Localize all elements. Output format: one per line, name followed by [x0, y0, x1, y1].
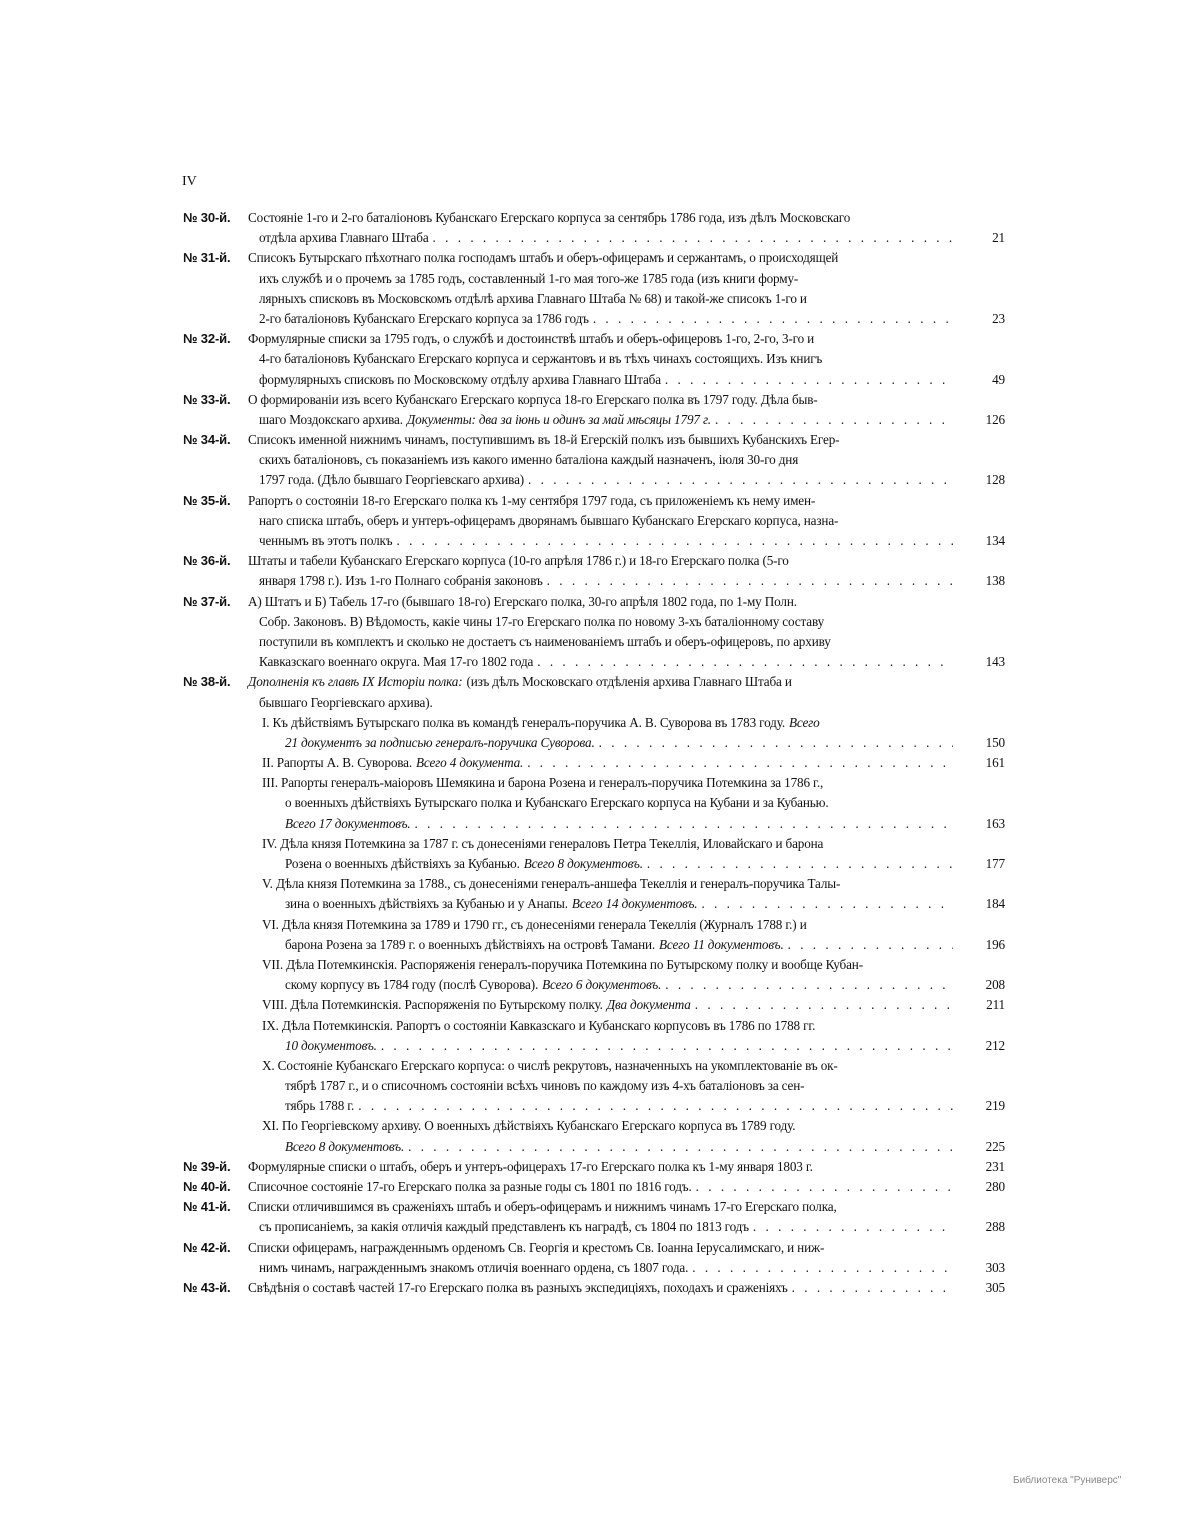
- entry-text: [262, 1016, 953, 1036]
- toc-line: [183, 995, 1013, 1015]
- toc-line: [183, 874, 1013, 894]
- toc-line: [183, 1258, 1013, 1278]
- toc-entry: [183, 874, 1013, 914]
- toc-entry: [183, 390, 1013, 430]
- entry-title: скихъ баталiоновъ, съ показанiемъ изъ какого именно баталiона каждый назначенъ, iюля 30-го дня: [259, 452, 799, 468]
- table-of-contents: [183, 208, 1013, 1298]
- toc-line: [183, 511, 1013, 531]
- entry-text: [259, 632, 953, 652]
- entry-text: [259, 511, 953, 531]
- entry-text: [285, 1076, 953, 1096]
- toc-line: [183, 1217, 1013, 1237]
- toc-line: [183, 935, 1013, 955]
- toc-line: [183, 491, 1013, 511]
- page-ref: 128: [985, 472, 1005, 488]
- entry-title: Рапортъ о состоянiи 18-го Егерскаго полка къ 1-му сентября 1797 года, съ приложенiемъ къ нему имен-: [248, 492, 816, 508]
- entry-text: [259, 269, 953, 289]
- entry-italic-note: Всего: [789, 714, 820, 730]
- dot-leader: [695, 995, 953, 1015]
- page-ref: 21: [992, 230, 1005, 246]
- page-ref: 208: [985, 977, 1005, 993]
- entry-text: [259, 349, 953, 369]
- entry-title: о военныхъ дѣйствiяхъ Бутырскаго полка и Кубанскаго Егерскаго корпуса на Кубани и за Кубанью.: [285, 795, 829, 811]
- entry-title: Розена о военныхъ дѣйствiяхъ за Кубанью.: [285, 856, 520, 871]
- entry-text: [259, 571, 953, 591]
- toc-line: [183, 672, 1013, 692]
- toc-entry: [183, 1197, 1013, 1237]
- entry-title: нимъ чинамъ, награжденнымъ знакомъ отличiя военнаго ордена, съ 1807 года.: [259, 1259, 689, 1275]
- entry-title: V. Дѣла князя Потемкина за 1788., съ донесенiями генералъ-аншефа Текеллiя и генералъ-поручика Талы-: [262, 876, 841, 892]
- toc-line: [183, 349, 1013, 369]
- entry-number: № 43-й.: [183, 1279, 231, 1295]
- toc-line: [183, 390, 1013, 410]
- dot-leader: [665, 975, 953, 995]
- toc-line: [183, 793, 1013, 813]
- toc-entry: [183, 672, 1013, 712]
- entry-number: № 37-й.: [183, 593, 231, 609]
- entry-text: [248, 248, 953, 268]
- entry-title: VII. Дѣла Потемкинскiя. Распоряженiя генералъ-поручика Потемкина по Бутырскому полку и вообще Кубан-: [262, 956, 863, 972]
- dot-leader: [701, 894, 953, 914]
- dot-leader: [696, 1177, 953, 1197]
- entry-italic-note: Документы: два за iюнь и одинъ за май мѣсяцы 1797 г.: [406, 411, 711, 427]
- page-ref: 161: [985, 755, 1005, 771]
- entry-italic-note: Всего 4 документа.: [416, 755, 524, 771]
- toc-line: [183, 1197, 1013, 1217]
- entry-title: отдѣла архива Главнаго Штаба: [259, 230, 429, 246]
- toc-entry: [183, 329, 1013, 390]
- page-ref: 305: [985, 1279, 1005, 1295]
- entry-title: ченнымъ въ этотъ полкъ: [259, 533, 393, 548]
- page-ref: 126: [985, 411, 1005, 427]
- toc-line: [183, 1238, 1013, 1258]
- dot-leader: [647, 854, 953, 874]
- toc-entry: [183, 773, 1013, 834]
- entry-text: [285, 1096, 953, 1116]
- entry-text: [248, 1278, 953, 1298]
- toc-entry: [183, 248, 1013, 329]
- toc-entry: [183, 1116, 1013, 1156]
- entry-title: 1797 года. (Дѣло бывшаго Георгiевскаго архива): [259, 472, 525, 488]
- entry-text: [248, 208, 953, 228]
- entry-title: IV. Дѣла князя Потемкина за 1787 г. съ донесенiями генераловъ Петра Текеллiя, Иловайскаго и барона: [262, 835, 824, 851]
- page-ref: 303: [985, 1259, 1005, 1275]
- entry-text: [259, 1217, 953, 1237]
- dot-leader: [537, 652, 953, 672]
- entry-text: [285, 733, 953, 753]
- entry-title: Собр. Законовъ. В) Вѣдомость, какiе чины 17-го Егерскаго полка по новому 3-хъ баталiонному составу: [259, 613, 825, 629]
- entry-text: [262, 995, 953, 1015]
- page-ref: 196: [985, 936, 1005, 952]
- entry-title-cont: (изъ дѣлъ Московскаго отдѣленiя архива Главнаго Штаба и: [466, 674, 792, 690]
- entry-title: Формулярные списки о штабъ, оберъ и унтеръ-офицерахъ 17-го Егерскаго полка къ 1-му января 1803 г.: [248, 1158, 813, 1174]
- dot-leader: [593, 309, 953, 329]
- toc-line: [183, 248, 1013, 268]
- dot-leader: [715, 410, 953, 430]
- toc-entry: [183, 753, 1013, 773]
- toc-line: [183, 975, 1013, 995]
- entry-title: IX. Дѣла Потемкинскiя. Рапортъ о состоянiи Кавказскаго и Кубанскаго корпусовъ въ 1786 по 1788 гг.: [262, 1017, 816, 1033]
- entry-italic-note: Всего 6 документовъ.: [542, 977, 662, 993]
- entry-title: Штаты и табели Кубанскаго Егерскаго корпуса (10-го апрѣля 1786 г.) и 18-го Егерскаго полка (5-го: [248, 553, 789, 569]
- entry-title: VI. Дѣла князя Потемкина за 1789 и 1790 гг., съ донесенiями генерала Текеллiя (Журналъ 1788 г.) и: [262, 916, 807, 932]
- toc-line: [183, 370, 1013, 390]
- toc-line: [183, 1056, 1013, 1076]
- page-ref: 150: [985, 734, 1005, 750]
- entry-title: бывшаго Георгiевскаго архива).: [259, 694, 433, 710]
- entry-text: [248, 430, 953, 450]
- page-ref: 163: [985, 815, 1005, 831]
- toc-entry: [183, 430, 1013, 491]
- entry-title: Списокъ Бутырскаго пѣхотнаго полка господамъ штабъ и оберъ-офицерамъ и сержантамъ, о происходящей: [248, 250, 839, 266]
- page-ref: 143: [985, 654, 1005, 670]
- toc-line: [183, 1016, 1013, 1036]
- entry-number: № 30-й.: [183, 210, 231, 225]
- toc-line: [183, 1157, 1013, 1177]
- dot-leader: [788, 935, 953, 955]
- entry-italic-note: Всего 17 документовъ.: [285, 815, 411, 831]
- entry-title: Списокъ именной нижнимъ чинамъ, поступившимъ въ 18-й Егерскiй полкъ изъ бывшихъ Кубанскихъ Егер-: [248, 432, 840, 448]
- toc-line: [183, 955, 1013, 975]
- entry-title: А) Штатъ и Б) Табель 17-го (бывшаго 18-го) Егерскаго полка, 30-го апрѣля 1802 года, по 1-му Полн.: [248, 593, 797, 609]
- toc-line: [183, 208, 1013, 228]
- toc-line: [183, 733, 1013, 753]
- dot-leader: [415, 814, 953, 834]
- toc-entry: [183, 1016, 1013, 1056]
- toc-line: [183, 450, 1013, 470]
- entry-italic-note: Всего 11 документовъ.: [659, 936, 784, 952]
- toc-line: [183, 652, 1013, 672]
- page-ref: 134: [985, 533, 1005, 548]
- entry-title: съ прописанiемъ, за какiя отличiя каждый представленъ къ наградѣ, съ 1804 по 1813 годъ: [259, 1219, 749, 1235]
- entry-title: Формулярные списки за 1795 годъ, о службѣ и достоинствѣ штабъ и оберъ-офицеровъ 1-го, 2-го, 3-го и: [248, 331, 815, 347]
- entry-number: № 39-й.: [183, 1158, 231, 1174]
- entry-text: [248, 1197, 953, 1217]
- entry-text: [262, 834, 953, 854]
- entry-text: [248, 491, 953, 511]
- toc-line: [183, 814, 1013, 834]
- toc-line: [183, 753, 1013, 773]
- entry-number: № 31-й.: [183, 250, 231, 266]
- page-ref: 231: [985, 1158, 1005, 1174]
- entry-title: О формированiи изъ всего Кубанскаго Егерскаго корпуса 18-го Егерскаго полка въ 1797 году. Дѣла быв-: [248, 391, 818, 407]
- entry-title: ихъ службѣ и о прочемъ за 1785 годъ, составленный 1-го мая того-же 1785 года (изъ книги форму-: [259, 270, 799, 286]
- entry-text: [262, 753, 953, 773]
- entry-text: [248, 1177, 953, 1197]
- entry-text: [259, 309, 953, 329]
- entry-number: № 36-й.: [183, 553, 231, 569]
- entry-text: [248, 390, 953, 410]
- page-ref: 280: [985, 1179, 1005, 1194]
- entry-text: [259, 652, 953, 672]
- entry-text: [262, 955, 953, 975]
- entry-title: формулярныхъ списковъ по Московскому отдѣлу архива Главнаго Штаба: [259, 371, 661, 387]
- toc-line: [183, 1278, 1013, 1298]
- page-ref: 225: [985, 1138, 1005, 1154]
- toc-line: [183, 430, 1013, 450]
- entry-text: [262, 1056, 953, 1076]
- toc-line: [183, 612, 1013, 632]
- toc-line: [183, 410, 1013, 430]
- entry-text: [259, 370, 953, 390]
- entry-number: № 38-й.: [183, 674, 231, 690]
- dot-leader: [408, 1137, 953, 1157]
- entry-text: [262, 713, 953, 733]
- toc-entry: [183, 995, 1013, 1015]
- page-ref: 184: [985, 896, 1005, 912]
- toc-line: [183, 228, 1013, 248]
- entry-title: тябрь 1788 г.: [285, 1098, 355, 1114]
- entry-title: X. Состоянiе Кубанскаго Егерскаго корпуса: о числѣ рекрутовъ, назначенныхъ на укомплектованiе въ ок-: [262, 1057, 838, 1073]
- entry-text: [259, 450, 953, 470]
- entry-title: II. Рапорты А. В. Суворова.: [262, 755, 413, 771]
- entry-text: [248, 592, 953, 612]
- dot-leader: [433, 228, 953, 248]
- entry-title: Списки офицерамъ, награжденнымъ орденомъ Св. Георгiя и крестомъ Св. Iоанна Iерусалимскаго, и ниж-: [248, 1239, 825, 1255]
- toc-line: [183, 1177, 1013, 1197]
- entry-text: [285, 894, 953, 914]
- entry-text: [262, 1116, 953, 1136]
- entry-title: XI. По Георгiевскому архиву. О военныхъ дѣйствiяхъ Кубанскаго Егерскаго корпуса въ 1789 году.: [262, 1118, 796, 1134]
- toc-line: [183, 592, 1013, 612]
- entry-number: № 32-й.: [183, 331, 231, 347]
- entry-text: [259, 693, 953, 713]
- entry-title: Состоянiе 1-го и 2-го баталiоновъ Кубанскаго Егерскаго корпуса за сентябрь 1786 года, изъ дѣлъ Московскаго: [248, 210, 851, 225]
- entry-text: [248, 1238, 953, 1258]
- entry-title: I. Къ дѣйствiямъ Бутырскаго полка въ командѣ генералъ-поручика А. В. Суворова въ 1783 году.: [262, 714, 786, 730]
- toc-line: [183, 1036, 1013, 1056]
- toc-line: [183, 693, 1013, 713]
- toc-entry: [183, 208, 1013, 248]
- dot-leader: [665, 370, 953, 390]
- toc-line: [183, 632, 1013, 652]
- entry-text: [259, 1258, 953, 1278]
- entry-italic-note: Всего 8 документовъ.: [523, 856, 643, 871]
- entry-number: № 41-й.: [183, 1199, 231, 1215]
- entry-text: [259, 228, 953, 248]
- entry-title: лярныхъ списковъ въ Московскомъ отдѣлѣ архива Главнаго Штаба № 68) и такой-же списокъ 1-го и: [259, 290, 807, 306]
- dot-leader: [358, 1096, 953, 1116]
- entry-title: зина о военныхъ дѣйствiяхъ за Кубанью и у Анапы.: [285, 896, 568, 912]
- toc-entry: [183, 955, 1013, 995]
- entry-italic-note: 10 документовъ.: [285, 1037, 377, 1053]
- dot-leader: [528, 470, 953, 490]
- toc-line: [183, 551, 1013, 571]
- library-watermark: Библиотека "Руниверс": [1013, 1475, 1122, 1486]
- toc-entry: [183, 1056, 1013, 1117]
- entry-text: [262, 874, 953, 894]
- dot-leader: [599, 733, 953, 753]
- entry-text: [285, 1036, 953, 1056]
- entry-number: № 35-й.: [183, 492, 231, 508]
- entry-text: [285, 793, 953, 813]
- entry-text: [259, 531, 953, 551]
- toc-line: [183, 773, 1013, 793]
- entry-title: шаго Моздокскаго архива.: [259, 411, 403, 427]
- page-ref: 49: [992, 371, 1005, 387]
- toc-line: [183, 713, 1013, 733]
- toc-line: [183, 854, 1013, 874]
- entry-text: [285, 1137, 953, 1157]
- entry-title: наго списка штабъ, оберъ и унтеръ-офицерамъ дворянамъ бывшаго Кубанскаго Егерскаго корпуса, назна-: [259, 512, 839, 528]
- page-ref: 177: [985, 856, 1005, 871]
- entry-title: Списочное состоянiе 17-го Егерскаго полка за разные годы съ 1801 по 1816 годъ.: [248, 1179, 692, 1194]
- entry-title: барона Розена за 1789 г. о военныхъ дѣйствiяхъ на островѣ Тамани.: [285, 936, 656, 952]
- toc-entry: [183, 1157, 1013, 1177]
- entry-title: тябрѣ 1787 г., и о списочномъ состоянiи всѣхъ чиновъ по каждому изъ 4-хъ баталiоновъ за сен-: [285, 1078, 805, 1094]
- toc-entry: [183, 1177, 1013, 1197]
- entry-text: [285, 935, 953, 955]
- toc-line: [183, 1137, 1013, 1157]
- entry-title: Свѣдѣнiя о составѣ частей 17-го Егерскаго полка въ разныхъ экспедицiяхъ, походахъ и сраженiяхъ: [248, 1279, 788, 1295]
- toc-line: [183, 269, 1013, 289]
- toc-line: [183, 289, 1013, 309]
- page-ref: 219: [985, 1098, 1005, 1114]
- toc-line: [183, 1116, 1013, 1136]
- page-ref: 23: [992, 310, 1005, 326]
- toc-line: [183, 329, 1013, 349]
- entry-text: [248, 551, 953, 571]
- toc-line: [183, 915, 1013, 935]
- page-ref: 212: [985, 1037, 1005, 1053]
- entry-italic-note: Всего 8 документовъ.: [285, 1138, 405, 1154]
- toc-line: [183, 571, 1013, 591]
- toc-line: [183, 470, 1013, 490]
- page-ref: 138: [985, 573, 1005, 589]
- entry-text: [262, 915, 953, 935]
- entry-text: [259, 470, 953, 490]
- toc-line: [183, 531, 1013, 551]
- entry-title: 2-го баталiоновъ Кубанскаго Егерскаго корпуса за 1786 годъ: [259, 310, 589, 326]
- entry-italic-note: Всего 14 документовъ.: [571, 896, 698, 912]
- toc-entry: [183, 491, 1013, 552]
- entry-title: поступили въ комплектъ и сколько не достаетъ съ наименованiемъ штабъ и оберъ-офицеровъ, по архиву: [259, 633, 831, 649]
- entry-number: № 40-й.: [183, 1179, 231, 1194]
- entry-number: № 33-й.: [183, 391, 231, 407]
- entry-title: января 1798 г.). Изъ 1-го Полнаго собранiя законовъ: [259, 573, 543, 589]
- entry-title: VIII. Дѣла Потемкинскiя. Распоряженiя по Бутырскому полку.: [262, 997, 603, 1013]
- toc-entry: [183, 551, 1013, 591]
- dot-leader: [396, 531, 953, 551]
- toc-entry: [183, 592, 1013, 673]
- entry-text: [248, 1157, 953, 1177]
- entry-title: Кавказскаго военнаго округа. Мая 17-го 1802 года: [259, 654, 534, 670]
- toc-entry: [183, 1278, 1013, 1298]
- dot-leader: [692, 1258, 953, 1278]
- dot-leader: [527, 753, 953, 773]
- entry-text: [285, 975, 953, 995]
- toc-entry: [183, 834, 1013, 874]
- dot-leader: [381, 1036, 953, 1056]
- entry-text: [248, 329, 953, 349]
- page-ref: 288: [985, 1219, 1005, 1235]
- toc-line: [183, 894, 1013, 914]
- toc-entry: [183, 713, 1013, 753]
- toc-line: [183, 834, 1013, 854]
- toc-line: [183, 1096, 1013, 1116]
- entry-number: № 42-й.: [183, 1239, 231, 1255]
- entry-text: [259, 612, 953, 632]
- dot-leader: [753, 1217, 953, 1237]
- entry-title: III. Рапорты генералъ-маiоровъ Шемякина и барона Розена и генералъ-поручика Потемкина за 1786 г.,: [262, 775, 824, 791]
- entry-text: [285, 854, 953, 874]
- entry-italic-note: Дополненiя къ главѣ IX Исторiи полка:: [248, 674, 463, 690]
- toc-line: [183, 1076, 1013, 1096]
- entry-text: [259, 410, 953, 430]
- entry-text: [285, 814, 953, 834]
- entry-text: [262, 773, 953, 793]
- entry-number: № 34-й.: [183, 432, 231, 448]
- toc-line: [183, 309, 1013, 329]
- page-ref: 211: [986, 997, 1005, 1013]
- entry-text: [248, 672, 953, 692]
- toc-entry: [183, 915, 1013, 955]
- dot-leader: [792, 1278, 953, 1298]
- dot-leader: [547, 571, 953, 591]
- entry-title: Списки отличившимся въ сраженiяхъ штабъ и оберъ-офицерамъ и нижнимъ чинамъ 17-го Егерскаго полка,: [248, 1199, 837, 1215]
- entry-italic-note: 21 документъ за подписью генералъ-поручика Суворова.: [285, 734, 595, 750]
- entry-title: скому корпусу въ 1784 году (послѣ Суворова).: [285, 977, 539, 993]
- entry-text: [259, 289, 953, 309]
- page-number: IV: [182, 174, 197, 189]
- entry-title: 4-го баталiоновъ Кубанскаго Егерскаго корпуса и сержантовъ и въ тѣхъ чинахъ состоящихъ. Изъ книгъ: [259, 351, 823, 367]
- toc-entry: [183, 1238, 1013, 1278]
- entry-italic-note: Два документа: [606, 997, 691, 1013]
